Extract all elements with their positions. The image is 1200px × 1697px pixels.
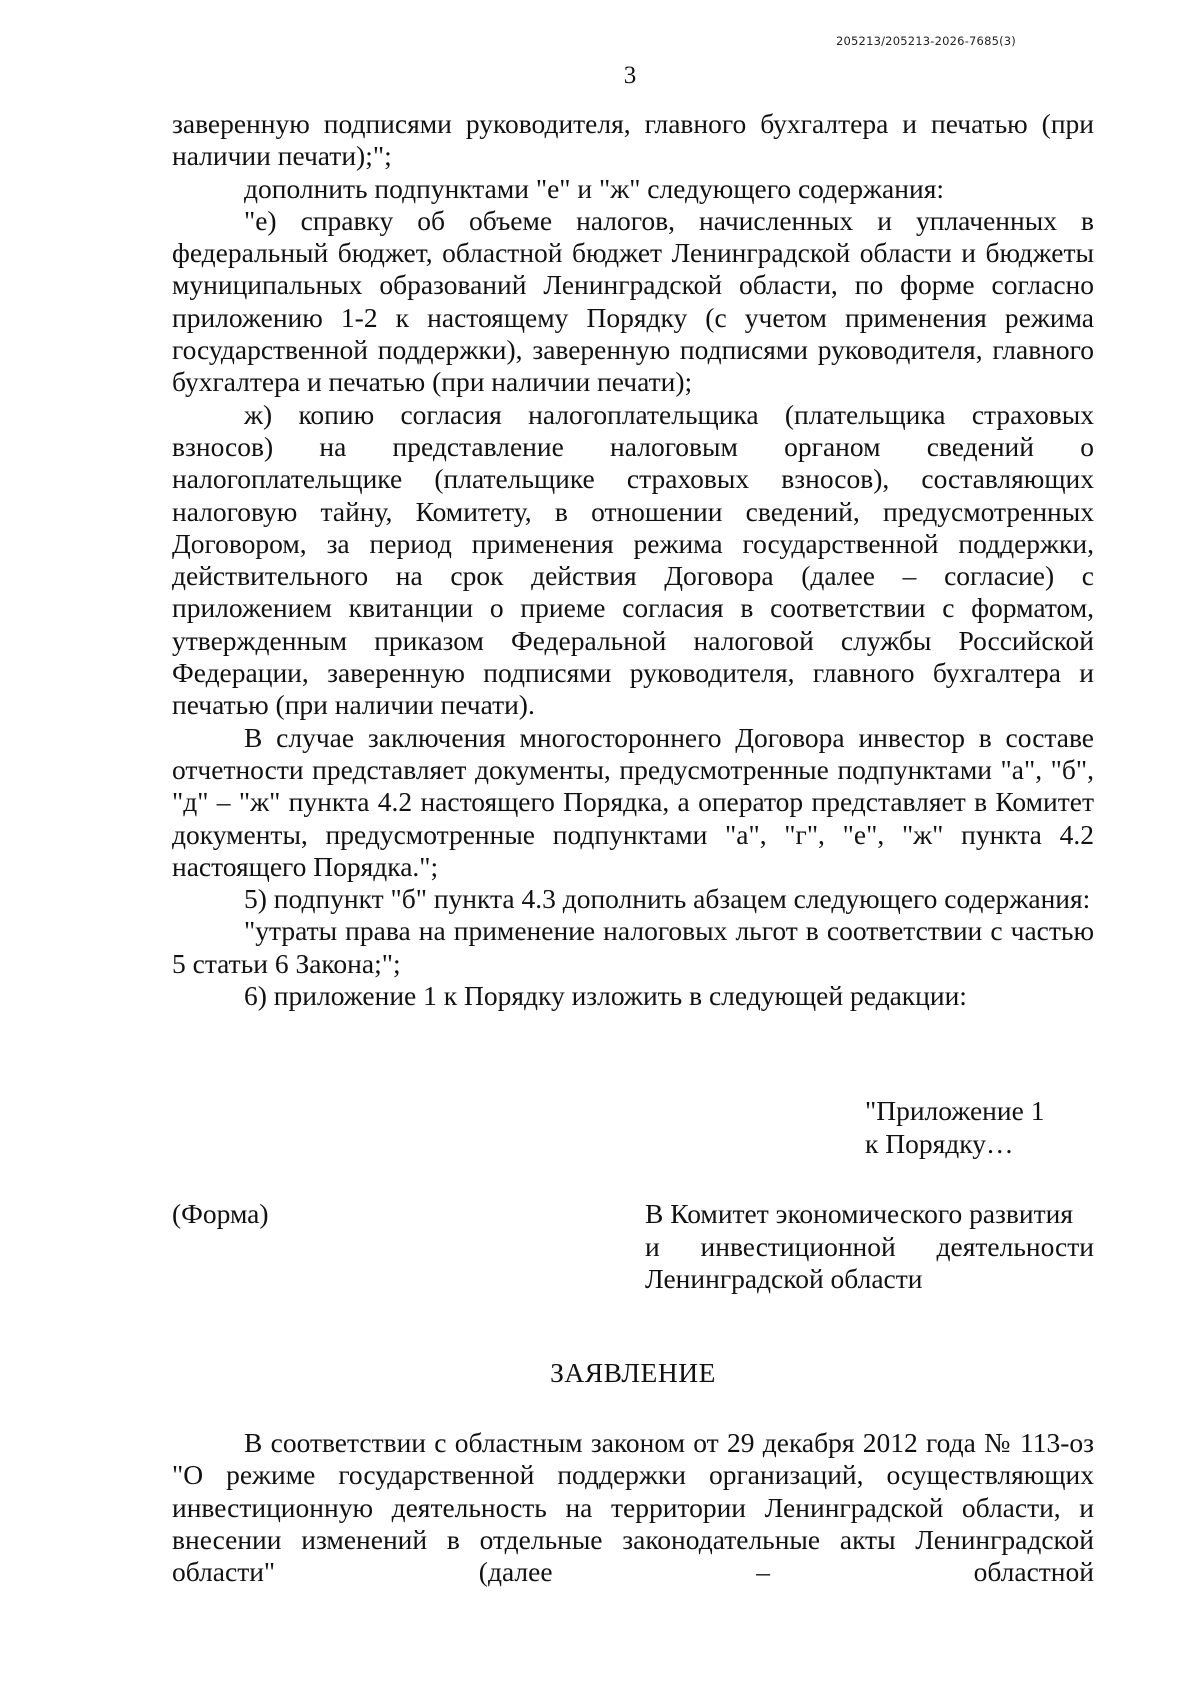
document-body — [172, 108, 1094, 1012]
paragraph: 5) подпункт "б" пункта 4.3 дополнить абзацем следующего содержания: — [244, 883, 1091, 915]
paragraph: 6) приложение 1 к Порядку изложить в следующей редакции: — [244, 980, 967, 1012]
addressee-block — [645, 1198, 1094, 1296]
statement-paragraph: В соответствии с областным законом от 29 декабря 2012 года № 113-оз "О режиме государственной поддержки организаций, осуществляющих инвестиционную деятельность на территории Ленинградской области, и внесении изменений в отдельные законодательные акты Ленинградской области" (далее – областной — [172, 1427, 1094, 1588]
document-id: 205213/205213-2026-7685(3) — [836, 34, 1016, 48]
page-number: 3 — [623, 62, 637, 89]
addressee-line: и инвестиционной деятельности — [645, 1230, 1094, 1262]
addressee-line: Ленинградской области — [645, 1263, 923, 1294]
appendix-line: к Порядку… — [865, 1127, 1014, 1159]
paragraph: дополнить подпунктами "е" и "ж" следующего содержания: — [244, 172, 944, 204]
paragraph: заверенную подписями руководителя, главного бухгалтера и печатью (при наличии печати);"; — [172, 108, 1094, 172]
appendix-line: "Приложение 1 — [865, 1095, 1045, 1126]
statement-title: ЗАЯВЛЕНИЕ — [550, 1357, 716, 1388]
statement-body — [172, 1427, 1094, 1588]
appendix-reference — [865, 1095, 1044, 1160]
paragraph: "е) справку об объеме налогов, начисленных и уплаченных в федеральный бюджет, областной бюджет Ленинградской области и бюджеты муниципальных образований Ленинградской области, по форме согласно приложению 1-2 к настоящему Порядку (с учетом применения режима государственной поддержки), заверенную подписями руководителя, главного бухгалтера и печатью (при наличии печати); — [172, 204, 1094, 398]
paragraph: "утраты права на применение налоговых льгот в соответствии с частью 5 статьи 6 Закона;"; — [172, 915, 1094, 979]
paragraph: В случае заключения многостороннего Договора инвестор в составе отчетности представляет документы, предусмотренные подпунктами "а", "б", "д" – "ж" пункта 4.2 настоящего Порядка, а оператор представляет в Комитет документы, предусмотренные подпунктами "а", "г", "е", "ж" пункта 4.2 настоящего Порядка."; — [172, 721, 1094, 882]
paragraph: ж) копию согласия налогоплательщика (плательщика страховых взносов) на представление налоговым органом сведений о налогоплательщике (плательщике страховых взносов), составляющих налоговую тайну, Комитету, в отношении сведений, предусмотренных Договором, за период применения режима государственной поддержки, действительного на срок действия Договора (далее – согласие) с приложением квитанции о приеме согласия в соответствии с форматом, утвержденным приказом Федеральной налоговой службы Российской Федерации, заверенную подписями руководителя, главного бухгалтера и печатью (при наличии печати). — [172, 398, 1094, 721]
form-label: (Форма) — [172, 1198, 269, 1229]
addressee-line: В Комитет экономического развития — [645, 1198, 1073, 1229]
